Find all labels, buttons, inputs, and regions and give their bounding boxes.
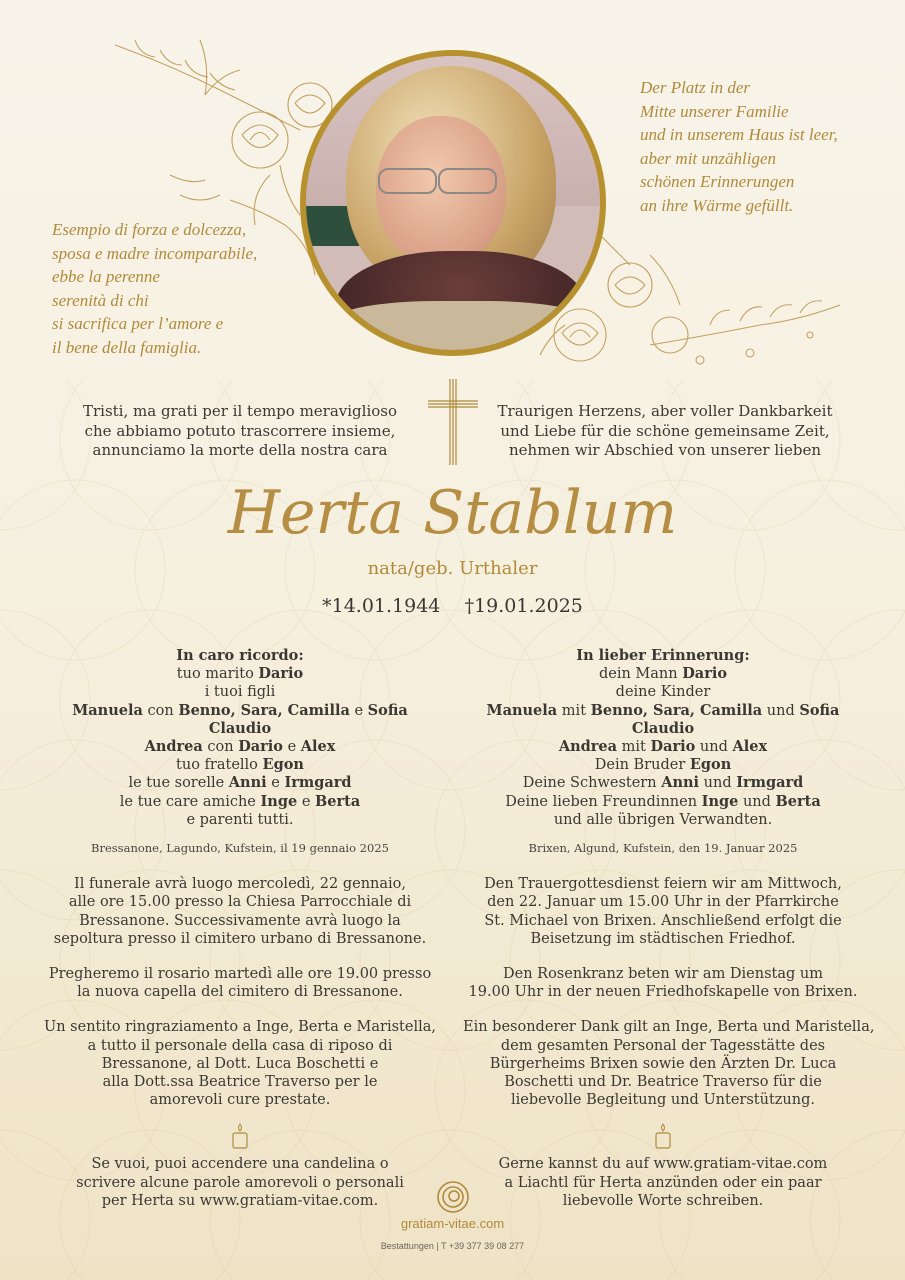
deceased-name: Herta Stablum	[227, 478, 678, 548]
funeral-info: Il funerale avrà luogo mercoledì, 22 gennaio, alle ore 15.00 presso la Chiesa Parrocchiale di Bressanone. Successivamente avrà luogo la sepoltura presso il cimitero urbano di Bressanone.	[53, 876, 427, 947]
footer-brand[interactable]: gratiam-vitae.com	[400, 1216, 505, 1231]
funeral-info: Den Trauergottesdienst feiern wir am Mittwoch, den 22. Januar um 15.00 Uhr in der Pfarrkirche St. Michael von Brixen. Anschließend erfolgt die Beisetzung im städtischen Friedhof.	[484, 876, 842, 947]
rosary-info: Den Rosenkranz beten wir am Dienstag um 19.00 Uhr in der neuen Friedhofskapelle von Brixen.	[468, 966, 858, 1001]
portrait-photo	[306, 56, 600, 350]
intro-italian: Tristi, ma grati per il tempo meraviglioso che abbiamo potuto trascorrere insieme, annunciamo la morte della nostra cara	[82, 402, 398, 459]
column-german: In lieber Erinnerung: dein Mann Dario deine Kinder Manuela mit Benno, Sara, Camilla und Sofia Claudio Andrea mit Dario und Alex Dein Bruder Egon Deine Schwestern Anni und Irmgard Deine lieben Freundinnen Inge und Berta und alle übrigen Verwandten. Brixen, Algund, Kufstein, den 19. Januar 2025 Den Trauergottesdienst feiern wir am Mittwoch, den 22. Januar um 15.00 Uhr in der Pfarrkirche St. Michael von Brixen. Anschließend erfolgt die Beisetzung im städtischen Friedhof. Den Rosenkranz beten wir am Dienstag um 19.00 Uhr in der neuen Friedhofskapelle von Brixen. Ein besonderer Dank gilt an Inge, Berta und Maristella, dem gesamten Personal der Tagesstätte des Bürgerheims Brixen sowie den Ärzten Dr. Luca Boschetti und Dr. Beatrice Traverso für die liebevolle Begleitung und Unterstützung. Gerne kannst du auf www.gratiam-vitae.com a Liachtl für Herta anzünden oder ein paar liebevolle Worte schreiben.	[463, 647, 875, 1209]
gratiam-vitae-logo-icon	[436, 1180, 470, 1214]
thanks-info: Un sentito ringraziamento a Inge, Berta e Maristella, a tutto il personale della casa di riposo di Bressanone, al Dott. Luca Boschetti e alla Dott.ssa Beatrice Traverso per le amorevoli cure prestate.	[44, 1019, 436, 1109]
maiden-name: nata/geb. Urthaler	[367, 558, 538, 579]
quote-german: Der Platz in der Mitte unserer Familie und in unserem Haus ist leer, aber mit unzähligen schönen Erinnerungen an ihre Wärme gefüllt.	[640, 78, 838, 215]
place-date: Bressanone, Lagundo, Kufstein, il 19 gennaio 2025	[91, 841, 389, 856]
candle-text: Gerne kannst du auf www.gratiam-vitae.com a Liachtl für Herta anzünden oder ein paar liebevolle Worte schreiben.	[498, 1156, 828, 1209]
heading: In lieber Erinnerung:	[576, 647, 750, 664]
intro-german: Traurigen Herzens, aber voller Dankbarkeit und Liebe für die schöne gemeinsame Zeit, nehmen wir Abschied von unserer lieben	[497, 402, 833, 459]
rosary-info: Pregheremo il rosario martedì alle ore 19.00 presso la nuova capella del cimitero di Bressanone.	[48, 966, 432, 1001]
candle-icon	[231, 1123, 249, 1149]
quote-italian: Esempio di forza e dolcezza, sposa e madre incomparabile, ebbe la perenne serenità di chi si sacrifica per l’amore e il bene della famiglia.	[52, 220, 258, 357]
footer	[0, 1180, 905, 1251]
thanks-info: Ein besonderer Dank gilt an Inge, Berta und Maristella, dem gesamten Personal der Tagesstätte des Bürgerheims Brixen sowie den Ärzten Dr. Luca Boschetti und Dr. Beatrice Traverso für die liebevolle Begleitung und Unterstützung.	[463, 1019, 875, 1109]
birth-date: *14.01.1944	[322, 595, 441, 617]
footer-contact: Bestattungen | T +39 377 39 08 277	[380, 1241, 525, 1251]
portrait-frame	[300, 50, 606, 356]
death-date: †19.01.2025	[464, 595, 583, 617]
life-dates	[0, 595, 905, 617]
candle-text: Se vuoi, puoi accendere una candelina o scrivere alcune parole amorevoli o personali per Herta su www.gratiam-vitae.com.	[76, 1156, 404, 1209]
column-italian: In caro ricordo: tuo marito Dario i tuoi figli Manuela con Benno, Sara, Camilla e Sofia Claudio Andrea con Dario e Alex tuo fratello Egon le tue sorelle Anni e Irmgard le tue care amiche Inge e Berta e parenti tutti. Bressanone, Lagundo, Kufstein, il 19 gennaio 2025 Il funerale avrà luogo mercoledì, 22 gennaio, alle ore 15.00 presso la Chiesa Parrocchiale di Bressanone. Successivamente avrà luogo la sepoltura presso il cimitero urbano di Bressanone. Pregheremo il rosario martedì alle ore 19.00 presso la nuova capella del cimitero di Bressanone. Un sentito ringraziamento a Inge, Berta e Maristella, a tutto il personale della casa di riposo di Bressanone, al Dott. Luca Boschetti e alla Dott.ssa Beatrice Traverso per le amorevoli cure prestate. Se vuoi, puoi accendere una candelina o scrivere alcune parole amorevoli o personali per Herta su www.gratiam-vitae.com.	[40, 647, 440, 1210]
place-date: Brixen, Algund, Kufstein, den 19. Januar 2025	[528, 841, 798, 856]
heading: In caro ricordo:	[176, 647, 304, 664]
cross-icon	[426, 377, 480, 467]
candle-icon	[654, 1123, 672, 1149]
